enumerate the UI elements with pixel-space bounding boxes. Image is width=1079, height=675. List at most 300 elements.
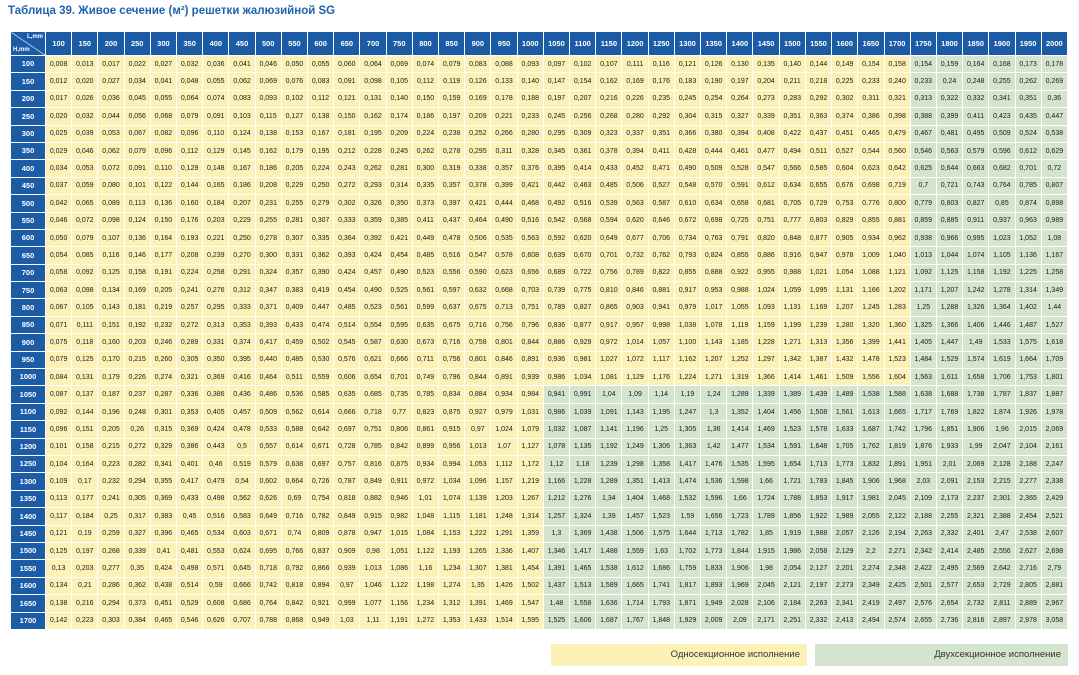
table-cell-double-section: 1,439 [805, 386, 831, 403]
table-cell-double-section: 1,871 [674, 595, 700, 612]
table-cell-single-section: 0,079 [439, 56, 465, 73]
table-cell-single-section: 0,096 [177, 125, 203, 142]
table-cell-single-section: 0,321 [177, 369, 203, 386]
table-cell-single-section: 0,548 [674, 177, 700, 194]
table-cell-single-section: 0,394 [727, 125, 753, 142]
table-cell-double-section: 2,128 [989, 455, 1015, 472]
table-row [11, 508, 1068, 525]
table-cell-double-section: 0,785 [1015, 177, 1041, 194]
table-cell-single-section: 0,315 [701, 108, 727, 125]
table-cell-single-section: 0,117 [46, 508, 72, 525]
table-cell-double-section: 1,212 [543, 490, 569, 507]
legend-double-section [815, 644, 1068, 666]
table-cell-single-section: 1,07 [491, 438, 517, 455]
table-cell-single-section: 0,716 [439, 334, 465, 351]
table-cell-double-section: 1,49 [963, 334, 989, 351]
table-cell-single-section: 0,875 [439, 403, 465, 420]
table-cell-single-section: 0,250 [308, 177, 334, 194]
table-cell-single-section: 0,398 [884, 108, 910, 125]
table-cell-single-section: 0,280 [517, 125, 543, 142]
table-cell-double-section: 1,314 [1015, 282, 1041, 299]
column-header: 850 [439, 32, 465, 56]
row-header: 1200 [11, 438, 46, 455]
table-cell-double-section: 1,596 [701, 490, 727, 507]
table-cell-single-section: 1,387 [805, 351, 831, 368]
table-cell-single-section: 0,632 [465, 282, 491, 299]
table-cell-double-section: 2,332 [805, 612, 831, 629]
table-cell-single-section: 0,160 [98, 334, 124, 351]
table-cell-double-section: 0,764 [989, 177, 1015, 194]
table-cell-single-section: 0,536 [281, 386, 307, 403]
table-cell-single-section: 1,509 [832, 369, 858, 386]
table-cell-single-section: 0,245 [543, 108, 569, 125]
table-cell-double-section: 1,039 [570, 403, 596, 420]
table-cell-single-section: 0,713 [491, 299, 517, 316]
table-cell-single-section: 0,399 [491, 177, 517, 194]
table-cell-single-section: 0,915 [360, 508, 386, 525]
table-cell-single-section: 0,763 [701, 229, 727, 246]
table-cell-single-section: 0,131 [360, 90, 386, 107]
table-cell-single-section: 0,376 [517, 160, 543, 177]
table-cell-single-section: 0,278 [255, 229, 281, 246]
table-cell-single-section: 0,221 [203, 229, 229, 246]
table-cell-single-section: 0,595 [386, 316, 412, 333]
table-cell-single-section: 0,477 [753, 142, 779, 159]
table-cell-single-section: 1,556 [858, 369, 884, 386]
table-cell-double-section: 1,575 [648, 525, 674, 542]
table-cell-single-section: 0,092 [72, 264, 98, 281]
row-header: 550 [11, 212, 46, 229]
table-cell-single-section: 1,202 [884, 282, 910, 299]
table-cell-double-section: 2,332 [936, 525, 962, 542]
table-cell-single-section: 0,544 [858, 142, 884, 159]
table-cell-single-section: 0,519 [229, 455, 255, 472]
table-cell-single-section: 1,156 [386, 595, 412, 612]
table-cell-double-section: 2,201 [832, 560, 858, 577]
table-cell-single-section: 1,342 [779, 351, 805, 368]
table-cell-single-section: 0,380 [701, 125, 727, 142]
table-cell-single-section: 0,947 [805, 247, 831, 264]
table-cell-double-section: 0,159 [936, 56, 962, 73]
table-cell-double-section: 2,301 [989, 490, 1015, 507]
table-cell-double-section: 2,338 [1041, 473, 1067, 490]
table-cell-single-section: 0,988 [779, 264, 805, 281]
height-axis-label: H,mm [13, 47, 30, 53]
column-header: 1900 [989, 32, 1015, 56]
table-cell-double-section: 0,399 [936, 108, 962, 125]
table-cell-single-section: 0,153 [281, 125, 307, 142]
table-cell-double-section: 2,194 [884, 525, 910, 542]
table-cell-single-section: 0,179 [98, 369, 124, 386]
table-cell-single-section: 0,395 [229, 351, 255, 368]
table-cell-single-section: 1,162 [674, 351, 700, 368]
row-header: 850 [11, 316, 46, 333]
table-cell-single-section: 0,756 [439, 351, 465, 368]
table-cell-single-section: 1,139 [465, 490, 491, 507]
table-cell-double-section: 1,228 [570, 473, 596, 490]
table-cell-single-section: 0,411 [412, 212, 438, 229]
table-cell-single-section: 0,339 [753, 108, 779, 125]
table-cell-single-section: 0,162 [596, 73, 622, 90]
table-cell-double-section: 1,406 [963, 316, 989, 333]
table-cell-double-section: 0,625 [910, 160, 936, 177]
table-cell-single-section: 0,875 [386, 455, 412, 472]
table-cell-double-section: 1,853 [805, 490, 831, 507]
table-cell-single-section: 0,169 [124, 282, 150, 299]
table-cell-single-section: 0,865 [596, 299, 622, 316]
table-cell-single-section: 0,561 [412, 282, 438, 299]
table-cell-double-section: 1,242 [963, 282, 989, 299]
table-cell-single-section: 0,509 [701, 160, 727, 177]
table-cell-single-section: 0,732 [622, 247, 648, 264]
table-cell-single-section: 0,559 [308, 369, 334, 386]
table-cell-double-section: 2,967 [1041, 595, 1067, 612]
table-cell-single-section: 0,328 [517, 142, 543, 159]
table-cell-double-section: 2,454 [1015, 508, 1041, 525]
table-cell-double-section: 2,129 [832, 542, 858, 559]
table-cell-single-section: 1,159 [753, 316, 779, 333]
table-cell-single-section: 0,195 [360, 125, 386, 142]
table-cell-single-section: 0,921 [308, 595, 334, 612]
table-cell-single-section: 0,719 [884, 177, 910, 194]
table-cell-single-section: 0,566 [779, 160, 805, 177]
table-cell-double-section: 1,595 [753, 455, 779, 472]
table-cell-single-section: 0,527 [832, 142, 858, 159]
table-cell-single-section: 0,955 [753, 264, 779, 281]
table-cell-single-section: 0,255 [255, 212, 281, 229]
table-cell-double-section: 1,638 [910, 386, 936, 403]
table-cell-single-section: 0,557 [255, 438, 281, 455]
table-cell-single-section: 0,35 [124, 560, 150, 577]
table-cell-single-section: 1,115 [439, 508, 465, 525]
table-cell-double-section: 1,19 [674, 386, 700, 403]
table-cell-double-section: 2,058 [805, 542, 831, 559]
table-cell-single-section: 0,666 [386, 351, 412, 368]
table-cell-single-section: 0,134 [98, 282, 124, 299]
table-cell-double-section: 1,363 [674, 438, 700, 455]
table-cell-single-section: 0,207 [229, 195, 255, 212]
table-row [11, 316, 1068, 333]
table-cell-single-section: 1,014 [622, 334, 648, 351]
table-cell-single-section: 0,545 [334, 334, 360, 351]
table-cell-double-section: 2,349 [858, 577, 884, 594]
table-cell-single-section: 0,421 [386, 229, 412, 246]
table-cell-single-section: 0,393 [255, 316, 281, 333]
table-cell-single-section: 0,197 [727, 73, 753, 90]
table-cell-single-section: 0,666 [229, 577, 255, 594]
table-cell-single-section: 1,203 [491, 490, 517, 507]
legend-single-section-label: Односекционное исполнение [670, 649, 800, 660]
table-cell-single-section: 1,057 [648, 334, 674, 351]
table-cell-single-section: 0,351 [779, 108, 805, 125]
table-cell-single-section: 0,801 [491, 334, 517, 351]
table-cell-double-section: 1,389 [779, 386, 805, 403]
table-cell-single-section: 0,395 [543, 160, 569, 177]
table-cell-single-section: 0,905 [832, 229, 858, 246]
table-cell-double-section: 2,045 [884, 490, 910, 507]
table-cell-double-section: 1,447 [936, 334, 962, 351]
table-cell-single-section: 0,281 [386, 160, 412, 177]
table-cell-single-section: 0,884 [465, 386, 491, 403]
table-cell-single-section: 0,877 [805, 229, 831, 246]
table-cell-double-section: 2,341 [832, 595, 858, 612]
table-cell-single-section: 0,034 [46, 160, 72, 177]
table-cell-single-section: 0,079 [72, 229, 98, 246]
table-cell-single-section: 0,792 [281, 560, 307, 577]
table-cell-single-section: 0,754 [308, 490, 334, 507]
table-cell-single-section: 0,046 [46, 212, 72, 229]
table-cell-single-section: 0,41 [150, 542, 176, 559]
table-cell-single-section: 0,331 [281, 247, 307, 264]
table-cell-double-section: 2,816 [963, 612, 989, 629]
table-cell-single-section: 0,313 [203, 316, 229, 333]
column-header: 1250 [648, 32, 674, 56]
row-header: 800 [11, 299, 46, 316]
table-cell-single-section: 0,437 [439, 212, 465, 229]
table-cell-single-section: 0,490 [674, 160, 700, 177]
table-cell-single-section: 0,479 [203, 473, 229, 490]
column-header-row [11, 32, 1068, 56]
table-cell-single-section: 0,481 [177, 542, 203, 559]
table-cell-double-section: 0,682 [989, 160, 1015, 177]
table-cell-single-section: 0,307 [281, 229, 307, 246]
table-cell-single-section: 0,444 [701, 142, 727, 159]
table-cell-single-section: 0,103 [229, 108, 255, 125]
table-cell-single-section: 0,492 [543, 195, 569, 212]
table-cell-single-section: 0,129 [203, 142, 229, 159]
table-cell-single-section: 1,359 [517, 525, 543, 542]
table-cell-double-section: 0,495 [963, 125, 989, 142]
table-cell-single-section: 0,603 [229, 525, 255, 542]
column-header: 1000 [517, 32, 543, 56]
table-cell-double-section: 1,978 [1041, 403, 1067, 420]
table-cell-double-section: 1,14 [648, 386, 674, 403]
table-cell-single-section: 0,203 [203, 212, 229, 229]
table-cell-single-section: 0,082 [150, 125, 176, 142]
table-cell-single-section: 0,252 [465, 125, 491, 142]
column-header: 950 [491, 32, 517, 56]
table-cell-single-section: 0,465 [150, 612, 176, 629]
table-cell-double-section: 1,12 [543, 455, 569, 472]
table-cell-single-section: 0,295 [465, 142, 491, 159]
table-cell-single-section: 0,528 [727, 160, 753, 177]
table-cell-single-section: 0,949 [308, 612, 334, 629]
table-cell-double-section: 1,687 [858, 421, 884, 438]
column-header: 150 [72, 32, 98, 56]
table-cell-single-section: 0,416 [229, 369, 255, 386]
table-cell-double-section: 1,477 [727, 438, 753, 455]
table-cell-single-section: 0,903 [622, 299, 648, 316]
table-cell-single-section: 1,356 [832, 334, 858, 351]
table-cell-single-section: 0,020 [72, 73, 98, 90]
table-cell-single-section: 0,300 [412, 160, 438, 177]
table-cell-single-section: 0,125 [46, 542, 72, 559]
table-cell-double-section: 1,713 [805, 455, 831, 472]
table-cell-single-section: 0,351 [648, 125, 674, 142]
table-cell-double-section: 1,589 [596, 577, 622, 594]
table-cell-single-section: 0,579 [255, 455, 281, 472]
table-row [11, 142, 1068, 159]
table-cell-single-section: 0,311 [491, 142, 517, 159]
table-cell-double-section: 1,052 [1015, 229, 1041, 246]
table-cell-single-section: 1,015 [386, 525, 412, 542]
table-cell-single-section: 0,116 [648, 56, 674, 73]
table-cell-double-section: 1,656 [701, 508, 727, 525]
table-cell-single-section: 0,464 [255, 369, 281, 386]
table-cell-single-section: 0,934 [858, 229, 884, 246]
table-cell-single-section: 0,268 [98, 542, 124, 559]
column-header: 400 [203, 32, 229, 56]
table-cell-single-section: 0,239 [203, 247, 229, 264]
table-cell-single-section: 1,143 [701, 334, 727, 351]
table-cell-single-section: 0,048 [177, 73, 203, 90]
table-cell-single-section: 1,271 [701, 369, 727, 386]
table-cell-double-section: 1,456 [779, 403, 805, 420]
row-header: 600 [11, 229, 46, 246]
table-cell-single-section: 1,414 [779, 369, 805, 386]
table-cell-single-section: 1,053 [465, 455, 491, 472]
table-cell-single-section: 0,998 [648, 316, 674, 333]
table-cell-single-section: 0,204 [753, 73, 779, 90]
table-cell-single-section: 0,452 [622, 160, 648, 177]
table-cell-single-section: 0,119 [439, 73, 465, 90]
table-cell-single-section: 0,461 [727, 142, 753, 159]
table-cell-single-section: 0,211 [779, 73, 805, 90]
row-header: 1350 [11, 490, 46, 507]
table-cell-double-section: 1,535 [727, 455, 753, 472]
table-cell-double-section: 2,069 [963, 455, 989, 472]
table-cell-single-section: 0,26 [124, 421, 150, 438]
table-cell-single-section: 0,793 [674, 247, 700, 264]
table-cell-double-section: 1,278 [989, 282, 1015, 299]
table-cell-double-section: 2,388 [989, 508, 1015, 525]
table-cell-single-section: 0,785 [412, 386, 438, 403]
table-cell-double-section: 1,988 [805, 525, 831, 542]
table-cell-single-section: 0,378 [465, 177, 491, 194]
table-cell-single-section: 0,133 [491, 73, 517, 90]
table-cell-single-section: 1,013 [360, 560, 386, 577]
table-cell-single-section: 0,917 [674, 282, 700, 299]
table-cell-single-section: 0,303 [98, 612, 124, 629]
table-cell-single-section: 0,433 [177, 490, 203, 507]
table-cell-single-section: 0,764 [255, 595, 281, 612]
table-row [11, 438, 1068, 455]
table-cell-double-section: 0,24 [936, 73, 962, 90]
table-cell-single-section: 0,606 [334, 369, 360, 386]
column-header: 800 [412, 32, 438, 56]
table-cell-single-section: 0,449 [412, 229, 438, 246]
table-cell-single-section: 0,529 [177, 595, 203, 612]
table-cell-double-section: 0,173 [1015, 56, 1041, 73]
table-cell-double-section: 2,173 [936, 490, 962, 507]
table-cell-single-section: 0,144 [805, 56, 831, 73]
table-cell-single-section: 0,444 [491, 195, 517, 212]
table-cell-single-section: 0,104 [46, 455, 72, 472]
table-cell-single-section: 0,126 [465, 73, 491, 90]
table-cell-single-section: 1,181 [465, 508, 491, 525]
table-cell-single-section: 0,209 [386, 125, 412, 142]
table-cell-double-section: 0,941 [543, 386, 569, 403]
table-cell-single-section: 0,292 [648, 108, 674, 125]
table-cell-double-section: 0,341 [989, 90, 1015, 107]
table-cell-double-section: 1,533 [989, 334, 1015, 351]
table-cell-double-section: 1,192 [989, 264, 1015, 281]
table-cell-single-section: 0,136 [150, 195, 176, 212]
table-cell-single-section: 0,067 [124, 125, 150, 142]
table-cell-single-section: 0,124 [124, 212, 150, 229]
table-cell-single-section: 0,939 [517, 369, 543, 386]
table-cell-single-section: 0,218 [805, 73, 831, 90]
table-cell-single-section: 1,336 [491, 542, 517, 559]
table-cell-double-section: 1,465 [570, 560, 596, 577]
table-cell-double-section: 1,906 [727, 560, 753, 577]
table-cell-single-section: 0,523 [412, 264, 438, 281]
table-cell-double-section: 1,487 [1015, 316, 1041, 333]
table-cell-double-section: 1,848 [648, 612, 674, 629]
table-cell-single-section: 0,728 [334, 438, 360, 455]
table-cell-double-section: 2,247 [1041, 455, 1067, 472]
table-cell-double-section: 0,509 [989, 125, 1015, 142]
table-cell-double-section: 1,926 [1015, 403, 1041, 420]
table-cell-single-section: 0,223 [98, 455, 124, 472]
table-cell-single-section: 0,623 [491, 264, 517, 281]
table-cell-single-section: 0,357 [439, 177, 465, 194]
table-cell-single-section: 0,026 [72, 90, 98, 107]
table-cell-single-section: 0,424 [203, 421, 229, 438]
table-cell-single-section: 0,174 [386, 108, 412, 125]
table-cell-single-section: 1,272 [412, 612, 438, 629]
table-cell-single-section: 0,197 [439, 108, 465, 125]
table-cell-single-section: 0,071 [46, 316, 72, 333]
column-header: 350 [177, 32, 203, 56]
table-cell-single-section: 0,576 [334, 351, 360, 368]
table-cell-single-section: 1,051 [386, 542, 412, 559]
table-cell-double-section: 1,713 [701, 525, 727, 542]
table-cell-single-section: 0,474 [308, 316, 334, 333]
table-cell-single-section: 0,888 [701, 264, 727, 281]
table-cell-single-section: 0,711 [412, 351, 438, 368]
table-cell-double-section: 0,524 [1015, 125, 1041, 142]
table-cell-single-section: 0,059 [72, 177, 98, 194]
table-cell-double-section: 1,933 [936, 438, 962, 455]
table-cell-single-section: 0,336 [177, 386, 203, 403]
table-cell-single-section: 0,136 [124, 229, 150, 246]
table-cell-single-section: 0,237 [124, 386, 150, 403]
table-cell-double-section: 1,856 [779, 508, 805, 525]
table-cell-single-section: 0,614 [281, 438, 307, 455]
table-cell-single-section: 0,383 [150, 508, 176, 525]
table-cell-double-section: 1,887 [1041, 386, 1067, 403]
table-cell-double-section: 2,171 [753, 612, 779, 629]
table-cell-single-section: 0,093 [255, 90, 281, 107]
table-cell-single-section: 0,509 [255, 403, 281, 420]
table-cell-single-section: 0,355 [150, 473, 176, 490]
column-header: 1350 [701, 32, 727, 56]
table-cell-double-section: 2,574 [884, 612, 910, 629]
table-cell-double-section: 2,273 [832, 577, 858, 594]
table-cell-single-section: 0,295 [203, 299, 229, 316]
table-cell-single-section: 0,751 [753, 212, 779, 229]
table-cell-single-section: 1,228 [753, 334, 779, 351]
table-cell-single-section: 0,203 [72, 560, 98, 577]
table-cell-double-section: 1,915 [753, 542, 779, 559]
table-cell-single-section: 0,215 [124, 351, 150, 368]
column-header: 600 [308, 32, 334, 56]
table-cell-double-section: 1,66 [753, 473, 779, 490]
table-cell-single-section: 0,846 [622, 282, 648, 299]
table-cell-single-section: 0,433 [596, 160, 622, 177]
table-cell-double-section: 1,767 [622, 612, 648, 629]
